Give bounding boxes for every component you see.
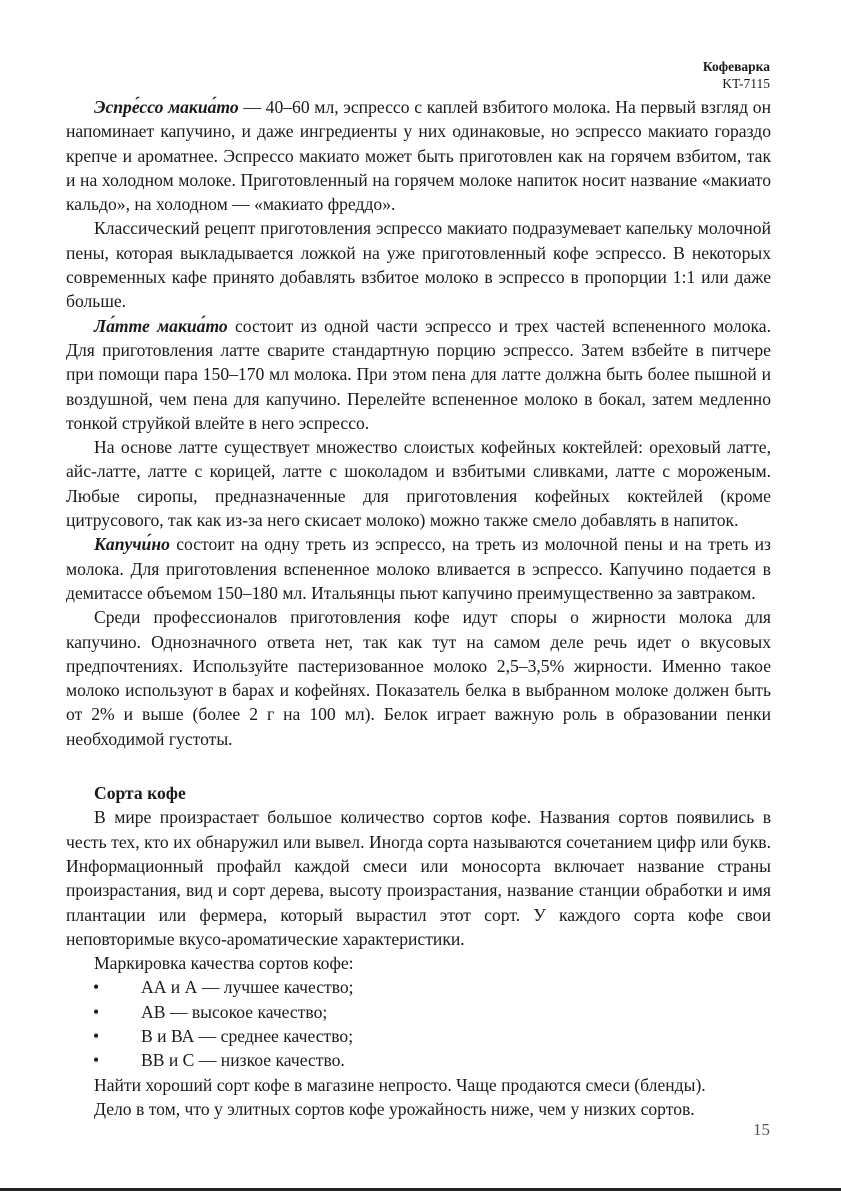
paragraph-milk-fat: Среди профессионалов приготовления кофе идут споры о жирности молока для капучино. Однозначного ответа нет, так как тут на самом деле речь идет о вкусовых предпочтениях. Используйте пастеризованное молоко 2,5–3,5% жирности. Именно такое молоко используют в барах и кофейнях. Показатель белка в выбранном молоке должен быть от 2% и выше (более 2 г на 100 мл). Белок играет важную роль в образовании пенки необходимой густоты. [66, 607, 771, 749]
paragraph-cappuccino: Капучи́но состоит на одну треть из эспрессо, на треть из молочной пены и на треть из молока. Для приготовления вспененное молоко вливается в эспрессо. Капучино подается в демитассе объемом 150–180 мл. Итальянцы пьют капучино преимущественно за завтраком. [66, 534, 771, 603]
bullet: • [93, 1001, 100, 1022]
list-item: • АА и А — лучшее качество; [66, 975, 771, 999]
page-body [66, 95, 771, 1121]
header-title: Кофеварка [702, 59, 770, 74]
term-latte-macchiato: Ла́тте макиа́то [94, 315, 228, 336]
paragraph-espresso-macchiato: Эспре́ссо макиа́то — 40–60 мл, эспрессо с каплей взбитого молока. На первый взгляд он напоминает капучино, и даже ингредиенты у них одинаковые, но эспрессо макиато гораздо крепче и ароматнее. Эспрессо макиато может быть приготовлен как на горячем взбитом, так и на холодном молоке. Приготовленный на горячем молоке напиток носит название «макиато кальдо», на холодном — «макиато фреддо». [66, 97, 771, 215]
term-espresso-macchiato: Эспре́ссо макиа́то [94, 97, 239, 117]
list-item: • АВ — высокое качество; [66, 1000, 771, 1024]
paragraph-latte-macchiato: Ла́тте макиа́то состоит из одной части эспрессо и трех частей вспененного молока. Для приготовления латте сварите стандартную порцию эспрессо. Затем взбейте в питчере при помощи пара 150–170 мл молока. При этом пена для латте должна быть более пышной и воздушной, чем пена для капучино. Перелейте вспененное молоко в бокал, затем медленно тонкой струйкой влейте в него эспрессо. [66, 315, 772, 433]
bottom-rule [0, 1188, 841, 1191]
bullet: • [93, 977, 100, 998]
paragraph-macchiato-recipe: Классический рецепт приготовления эспрессо макиато подразумевает капельку молочной пены, которая выкладывается ложкой на уже приготовленный кофе эспрессо. В некоторых современных кафе принято добавлять взбитое молоко в эспрессо в пропорции 1:1 или даже больше. [66, 218, 771, 312]
paragraph-shop-blends: Найти хороший сорт кофе в магазине непросто. Чаще продаются смеси (бленды). [94, 1074, 706, 1095]
running-header [703, 58, 770, 92]
paragraph-yield: Дело в том, что у элитных сортов кофе урожайность ниже, чем у низких сортов. [94, 1098, 695, 1119]
term-cappuccino: Капучи́но [94, 534, 170, 555]
paragraph-varieties-intro: В мире произрастает большое количество сортов кофе. Названия сортов появились в честь тех, кто их обнаружил или вывел. Иногда сорта называются сочетанием цифр или букв. Информационный профайл каждой смеси или моносорта включает название страны произрастания, вид и сорт дерева, высоту произрастания, название станции обработки и имя плантации или фермера, который вырастил этот сорт. У каждого сорта кофе свои неповторимые вкусо-ароматические характеристики. [66, 807, 771, 949]
section-heading: Сорта кофе [94, 783, 186, 804]
bullet: • [93, 1025, 100, 1046]
list-item: • ВВ и С — низкое качество. [66, 1048, 771, 1072]
header-model: KT-7115 [722, 76, 770, 91]
page-number: 15 [753, 1120, 770, 1139]
bullet: • [93, 1050, 100, 1071]
paragraph-list-intro: Маркировка качества сортов кофе: [94, 953, 354, 974]
quality-list [66, 975, 771, 1072]
paragraph-latte-variants: На основе латте существует множество слоистых кофейных коктейлей: ореховый латте, айс-латте, латте с корицей, латте с шоколадом и взбитыми сливками, латте с мороженым. Любые сиропы, предназначенные для приготовления кофейных коктейлей (кроме цитрусового, так как из-за него скисает молоко) можно также смело добавлять в напиток. [66, 437, 771, 531]
list-item: • В и ВА — среднее качество; [66, 1024, 771, 1048]
